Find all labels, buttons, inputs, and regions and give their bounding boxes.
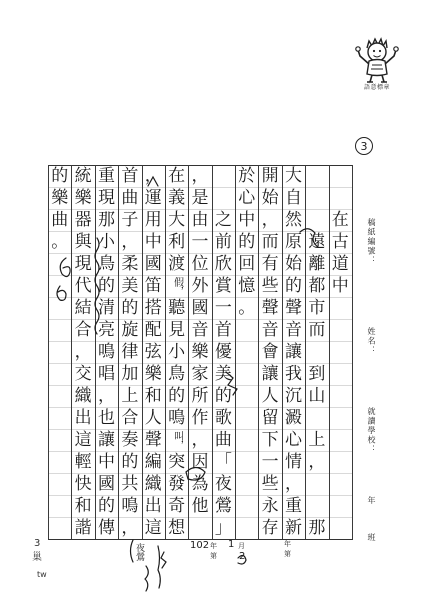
- grid-cell: 在: [168, 165, 186, 186]
- grid-cell: 讓: [97, 429, 115, 450]
- grid-cell: 叫，: [171, 431, 183, 449]
- grid-cell: [235, 451, 258, 473]
- grid-cell: [235, 319, 258, 341]
- grid-cell: 原: [285, 231, 303, 252]
- grid-cell: 清: [97, 297, 115, 318]
- grid-cell: [235, 517, 258, 539]
- grid-cell: 因: [191, 451, 209, 472]
- grid-cell: [305, 187, 328, 209]
- grid-cell: ，: [144, 165, 162, 186]
- grid-cell: 傳: [97, 517, 115, 538]
- grid-cell: 現: [74, 253, 92, 274]
- school-label: 就讀學校：: [367, 407, 376, 455]
- grid-cell: 鳴: [97, 341, 115, 362]
- parenthesis-mark: [131, 540, 134, 562]
- grid-cell: [48, 363, 71, 385]
- grid-cell: 渡: [168, 253, 186, 274]
- grid-cell: 樂: [74, 187, 92, 208]
- grid-cell: 首: [121, 165, 139, 186]
- grid-cell: [48, 429, 71, 451]
- grid-cell: [305, 209, 328, 231]
- grid-cell: 子: [121, 209, 139, 230]
- grid-column: [71, 165, 94, 539]
- grid-cell: 優: [214, 341, 232, 362]
- grid-cell: 大: [168, 209, 186, 230]
- grid-cell: ，: [191, 165, 209, 186]
- grid-cell: 前: [214, 231, 232, 252]
- grid-cell: 織: [74, 385, 92, 406]
- grid-cell: [235, 385, 258, 407]
- grid-cell: 人: [261, 385, 279, 406]
- mascot-icon: [354, 36, 400, 84]
- grid-cell: 亮: [97, 319, 115, 340]
- grid-cell: 出: [144, 495, 162, 516]
- grid-cell: [329, 429, 352, 451]
- grid-cell: 「: [214, 451, 232, 472]
- grid-cell: 配: [144, 319, 162, 340]
- grid-cell: 澱: [285, 407, 303, 428]
- grid-cell: 鳥: [168, 363, 186, 384]
- grid-cell: 中: [331, 275, 349, 296]
- grid-cell: [235, 363, 258, 385]
- grid-cell: 上: [308, 429, 326, 450]
- grid-cell: 讓: [285, 341, 303, 362]
- grid-cell: 小: [97, 231, 115, 252]
- page-number: 3: [355, 137, 373, 155]
- grid-cell: 人: [144, 407, 162, 428]
- date-month-label: 月: [238, 542, 245, 550]
- grid-cell: 搭: [144, 297, 162, 318]
- grid-cell: 情: [285, 451, 303, 472]
- grade-unit-label: 年: [367, 496, 376, 506]
- grid-cell: [48, 253, 71, 275]
- grid-cell: 合: [121, 407, 139, 428]
- grid-cell: 柔: [121, 253, 139, 274]
- grid-cell: 心: [238, 187, 256, 208]
- grid-cell: [329, 319, 352, 341]
- grid-cell: 中: [144, 231, 162, 252]
- grid-cell: 利: [168, 231, 186, 252]
- grid-cell: 聽: [168, 297, 186, 318]
- grid-cell: 始: [285, 253, 303, 274]
- grid-cell: 義: [168, 187, 186, 208]
- name-label: 姓名：: [367, 327, 376, 356]
- grid-column: [329, 165, 352, 539]
- grid-cell: 心: [285, 429, 303, 450]
- grid-cell: [329, 451, 352, 473]
- grid-cell: [329, 363, 352, 385]
- grid-column: [95, 165, 118, 539]
- grid-cell: 永: [261, 495, 279, 516]
- grid-cell: [48, 341, 71, 363]
- grid-cell: 發: [168, 473, 186, 494]
- grid-cell: 是: [191, 187, 209, 208]
- grid-cell: 位: [191, 253, 209, 274]
- grid-cell: 新: [285, 517, 303, 538]
- grid-cell: 這: [144, 517, 162, 538]
- grid-cell: 欣: [214, 253, 232, 274]
- grid-cell: 而: [261, 231, 279, 252]
- grid-cell: [235, 473, 258, 495]
- grid-cell: [48, 473, 71, 495]
- grid-cell: 曲: [121, 187, 139, 208]
- grid-column-line: [352, 165, 353, 539]
- grid-cell: ，: [308, 451, 326, 472]
- grid-cell: [329, 385, 352, 407]
- grid-cell: 樂: [144, 363, 162, 384]
- grid-cell: 統: [74, 165, 92, 186]
- grid-cell: [329, 407, 352, 429]
- grid-cell: 遠: [308, 231, 326, 252]
- grid-cell: 賞: [214, 275, 232, 296]
- grid-cell: 的: [97, 275, 115, 296]
- scribble-mark: [158, 546, 160, 588]
- grid-cell: 歌: [214, 407, 232, 428]
- grid-cell: 和: [74, 495, 92, 516]
- sequence-label: 第: [210, 552, 217, 560]
- grid-cell: [235, 407, 258, 429]
- grid-cell: 見: [168, 319, 186, 340]
- grid-cell: 些: [261, 275, 279, 296]
- grid-cell: 聲: [261, 297, 279, 318]
- grid-cell: 弦: [144, 341, 162, 362]
- grid-cell: 在: [331, 209, 349, 230]
- grid-cell: 一: [214, 297, 232, 318]
- grid-cell: [48, 495, 71, 517]
- grid-cell: 曲: [51, 209, 69, 230]
- grid-cell: 的: [51, 165, 69, 186]
- grid-cell: 。: [238, 297, 256, 318]
- grid-cell: 道: [331, 253, 349, 274]
- grid-cell: 代: [74, 275, 92, 296]
- grid-cell: 的: [214, 385, 232, 406]
- grid-cell: 曲: [214, 429, 232, 450]
- grid-cell: ，: [285, 473, 303, 494]
- grid-cell: [329, 473, 352, 495]
- grid-cell: 留: [261, 407, 279, 428]
- grid-cell: 有: [261, 253, 279, 274]
- grid-cell: 之: [214, 209, 232, 230]
- grid-cell: 些: [261, 473, 279, 494]
- grid-column: [282, 165, 305, 539]
- grid-cell: 中: [97, 451, 115, 472]
- grid-cell: 。: [51, 231, 69, 252]
- grid-cell: 國: [144, 253, 162, 274]
- grid-cell: 美: [214, 363, 232, 384]
- grid-cell: 回: [238, 253, 256, 274]
- grid-cell: 與: [74, 231, 92, 252]
- grid-cell: 一: [191, 231, 209, 252]
- grid-cell: 而: [308, 319, 326, 340]
- grid-cell: 編: [144, 451, 162, 472]
- grid-cell: 上: [121, 385, 139, 406]
- grid-cell: [48, 451, 71, 473]
- grid-cell: 諧: [74, 517, 92, 538]
- grid-cell: 的: [121, 451, 139, 472]
- grid-cell: [188, 517, 211, 539]
- grid-cell: 國: [97, 473, 115, 494]
- grid-cell: 憶: [238, 275, 256, 296]
- grid-cell: 出: [74, 407, 92, 428]
- grid-column: [165, 165, 188, 539]
- grid-cell: [235, 429, 258, 451]
- grid-cell: 到: [308, 363, 326, 384]
- grid-cell: 開: [261, 165, 279, 186]
- logo: [354, 36, 400, 94]
- grid-cell: [48, 275, 71, 297]
- sequence-label-2: 第: [284, 550, 291, 558]
- grid-cell: ，: [261, 209, 279, 230]
- grid-cell: 由: [191, 209, 209, 230]
- grid-cell: 鳥: [97, 253, 115, 274]
- grid-cell: 離: [308, 253, 326, 274]
- grid-cell: 加: [121, 363, 139, 384]
- class-unit-label: 班: [367, 533, 376, 543]
- grid-cell: 的: [238, 231, 256, 252]
- margin-annotation: 夜鶯: [134, 543, 144, 561]
- grid-cell: 重: [285, 495, 303, 516]
- grid-column: [212, 165, 235, 539]
- grid-cell: 也: [97, 407, 115, 428]
- grid-cell: 結: [74, 297, 92, 318]
- grid-cell: [48, 517, 71, 539]
- grid-cell: [305, 341, 328, 363]
- grid-cell: 市: [308, 297, 326, 318]
- grid-cell: 器: [74, 209, 92, 230]
- grid-column: [305, 165, 328, 539]
- grid-cell: 的: [97, 495, 115, 516]
- grid-cell: 用: [144, 209, 162, 230]
- year-label-2: 年: [284, 540, 291, 548]
- grid-cell: [329, 165, 352, 187]
- grid-cell: [48, 297, 71, 319]
- grid-cell: 笛: [144, 275, 162, 296]
- grid-cell: ，: [74, 341, 92, 362]
- grid-cell: 都: [308, 275, 326, 296]
- grid-cell: 重: [97, 165, 115, 186]
- grid-column: [235, 165, 258, 539]
- paper-number-label: 稿紙編號：: [367, 218, 376, 266]
- grid-cell: 存: [261, 517, 279, 538]
- grid-cell: 音: [285, 319, 303, 340]
- grid-cell: 快: [74, 473, 92, 494]
- grid-cell: 輕: [74, 451, 92, 472]
- grid-cell: 織: [144, 473, 162, 494]
- scribble-mark: [145, 566, 148, 591]
- grid-cell: 音: [261, 319, 279, 340]
- date-year-label: 年: [210, 542, 217, 550]
- grid-column: [258, 165, 281, 539]
- grid-cell: [212, 165, 235, 187]
- grid-cell: 國: [191, 297, 209, 318]
- watermark-char: 巢: [32, 552, 42, 563]
- grid-cell: 樂: [191, 341, 209, 362]
- grid-cell: [305, 407, 328, 429]
- watermark-number: 3: [34, 538, 41, 549]
- grid-cell: [305, 495, 328, 517]
- grid-cell: 首: [214, 319, 232, 340]
- grid-cell: 假，: [171, 277, 183, 295]
- grid-cell: 」: [214, 517, 232, 538]
- grid-cell: 共: [121, 473, 139, 494]
- grid-cell: 現: [97, 187, 115, 208]
- grid-cell: 聲: [285, 297, 303, 318]
- grid-cell: 外: [191, 275, 209, 296]
- grid-cell: 鳴: [121, 495, 139, 516]
- grid-cell: 小: [168, 341, 186, 362]
- grid-cell: 作: [191, 407, 209, 428]
- grid-cell: ，: [97, 385, 115, 406]
- grid-cell: ，: [191, 429, 209, 450]
- grid-column: [118, 165, 141, 539]
- grid-cell: 和: [144, 385, 162, 406]
- grid-cell: 大: [285, 165, 303, 186]
- grid-cell: 運: [144, 187, 162, 208]
- grid-cell: [329, 187, 352, 209]
- grid-cell: 為: [191, 473, 209, 494]
- grid-cell: 始: [261, 187, 279, 208]
- grid-cell: 樂: [51, 187, 69, 208]
- grid-cell: 沉: [285, 385, 303, 406]
- grid-cell: [305, 165, 328, 187]
- grid-cell: 夜: [214, 473, 232, 494]
- grid-cell: 旋: [121, 319, 139, 340]
- grid-column: [142, 165, 165, 539]
- grid-cell: 那: [308, 517, 326, 538]
- grid-cell: [235, 341, 258, 363]
- grid-cell: 所: [191, 385, 209, 406]
- grid-cell: 讓: [261, 363, 279, 384]
- grid-cell: 會: [261, 341, 279, 362]
- grid-cell: [212, 187, 235, 209]
- grid-cell: 唱: [97, 363, 115, 384]
- logo-caption: 語意標章: [363, 84, 390, 91]
- grid-cell: 聲: [144, 429, 162, 450]
- grid-cell: [235, 495, 258, 517]
- grid-cell: [329, 341, 352, 363]
- grid-cell: 於: [238, 165, 256, 186]
- grid-cell: 律: [121, 341, 139, 362]
- essay-grid: [48, 165, 352, 539]
- watermark-suffix: tw: [37, 570, 47, 579]
- date-day: 2: [239, 551, 246, 562]
- grid-cell: 山: [308, 385, 326, 406]
- grid-cell: 一: [261, 451, 279, 472]
- grid-cell: 交: [74, 363, 92, 384]
- grid-column: [188, 165, 211, 539]
- grid-cell: ，: [121, 517, 139, 538]
- grid-cell: [305, 473, 328, 495]
- grid-cell: 鳴: [168, 407, 186, 428]
- date-year: 102: [190, 540, 210, 551]
- grid-cell: ，: [121, 231, 139, 252]
- grid-cell: 古: [331, 231, 349, 252]
- grid-cell: [48, 319, 71, 341]
- grid-cell: 我: [285, 363, 303, 384]
- grid-cell: 奏: [121, 429, 139, 450]
- grid-cell: 他: [191, 495, 209, 516]
- grid-cell: 突: [168, 451, 186, 472]
- grid-cell: 自: [285, 187, 303, 208]
- grid-cell: 音: [191, 319, 209, 340]
- grid-cell: 然: [285, 209, 303, 230]
- grid-cell: [329, 297, 352, 319]
- grid-cell: 這: [74, 429, 92, 450]
- grid-cell: 鶯: [214, 495, 232, 516]
- grid-cell: [48, 407, 71, 429]
- grid-cell: 下: [261, 429, 279, 450]
- grid-cell: 家: [191, 363, 209, 384]
- grid-cell: [48, 385, 71, 407]
- grid-cell: 的: [121, 297, 139, 318]
- grid-cell: [329, 517, 352, 539]
- date-month: 1: [228, 539, 235, 550]
- grid-cell: 美: [121, 275, 139, 296]
- grid-cell: 想: [168, 517, 186, 538]
- grid-cell: 那: [97, 209, 115, 230]
- scribble-mark: [161, 552, 166, 568]
- grid-cell: 的: [168, 385, 186, 406]
- grid-column: [48, 165, 71, 539]
- grid-cell: 的: [285, 275, 303, 296]
- grid-cell: [329, 495, 352, 517]
- grid-cell: 奇: [168, 495, 186, 516]
- grid-cell: 中: [238, 209, 256, 230]
- grid-cell: 合: [74, 319, 92, 340]
